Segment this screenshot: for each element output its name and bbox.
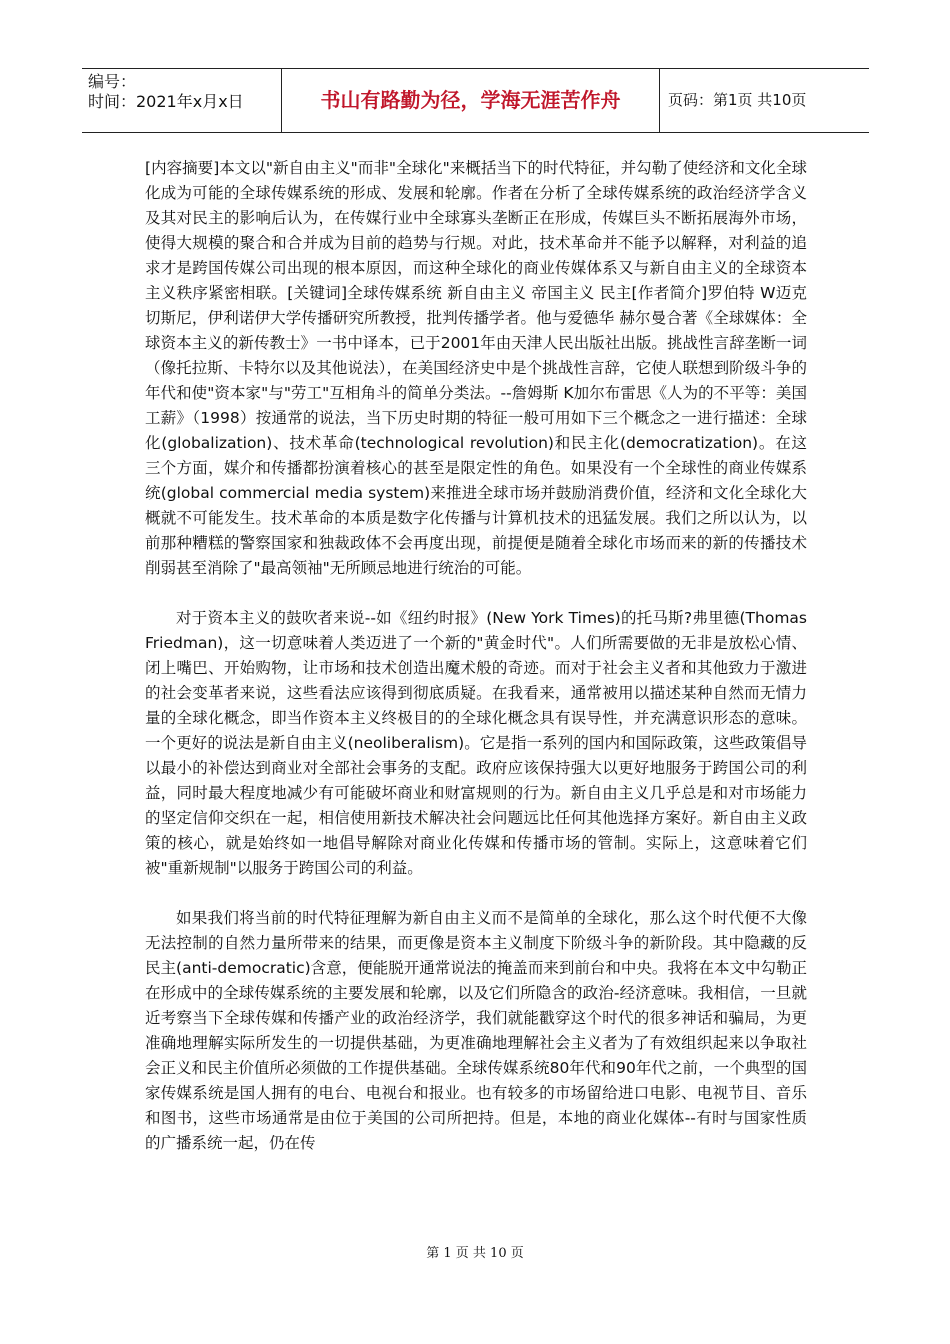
- body-paragraph: 对于资本主义的鼓吹者来说--如《纽约时报》(New York Times)的托马斯?弗里德(Thomas Friedman)，这一切意味着人类迈进了一个新的"黄金时代"。人们所需要做的无非是放松心情、闭上嘴巴、开始购物，让市场和技术创造出魔术般的奇迹。而对于社会主义者和其他致力于激进的社会变革者来说，这些看法应该得到彻底质疑。在我看来，通常被用以描述某种自然而无情力量的全球化概念，即当作资本主义终极目的的全球化概念具有误导性，并充满意识形态的意味。一个更好的说法是新自由主义(neoliberalism)。它是指一系列的国内和国际政策，这些政策倡导以最小的补偿达到商业对全部社会事务的支配。政府应该保持强大以更好地服务于跨国公司的利益，同时最大程度地减少有可能破坏商业和财富规则的行为。新自由主义几乎总是和对市场能力的坚定信仰交织在一起，相信使用新技术解决社会问题远比任何其他选择方案好。新自由主义政策的核心，就是始终如一地倡导解除对商业化传媒和传播市场的管制。实际上，这意味着它们被"重新规制"以服务于跨国公司的利益。: [145, 609, 807, 877]
- page-footer: 第 1 页 共 10 页: [426, 1246, 524, 1261]
- page-header: [82, 68, 869, 133]
- body-paragraph: 如果我们将当前的时代特征理解为新自由主义而不是简单的全球化，那么这个时代便不大像无法控制的自然力量所带来的结果，而更像是资本主义制度下阶级斗争的新阶段。其中隐藏的反民主(anti-democratic)含意，便能脱开通常说法的掩盖而来到前台和中央。我将在本文中勾勒正在形成中的全球传媒系统的主要发展和轮廓，以及它们所隐含的政治-经济意味。我相信，一旦就近考察当下全球传媒和传播产业的政治经济学，我们就能戳穿这个时代的很多神话和骗局，为更准确地理解实际所发生的一切提供基础，为更准确地理解社会主义者为了有效组织起来以争取社会正义和民主价值所必须做的工作提供基础。全球传媒系统80年代和90年代之前，一个典型的国家传媒系统是国人拥有的电台、电视台和报业。也有较多的市场留给进口电影、电视节目、音乐和图书，这些市场通常是由位于美国的公司所把持。但是，本地的商业化媒体--有时与国家性质的广播系统一起，仍在传: [145, 909, 807, 1152]
- document-body: [145, 156, 807, 1156]
- document-number-label: 编号：: [88, 72, 137, 91]
- header-page-info: 页码：第1页 共10页: [668, 91, 807, 109]
- body-paragraph: [内容摘要]本文以"新自由主义"而非"全球化"来概括当下的时代特征，并勾勒了使经济和文化全球化成为可能的全球传媒系统的形成、发展和轮廓。作者在分析了全球传媒系统的政治经济学含义及其对民主的影响后认为，在传媒行业中全球寡头垄断正在形成，传媒巨头不断拓展海外市场，使得大规模的聚合和合并成为目前的趋势与行规。对此，技术革命并不能予以解释，对利益的追求才是跨国传媒公司出现的根本原因，而这种全球化的商业传媒体系又与新自由主义的全球资本主义秩序紧密相联。[关键词]全球传媒系统 新自由主义 帝国主义 民主[作者简介]罗伯特 W迈克切斯尼，伊利诺伊大学传播研究所教授，批判传播学者。他与爱德华 赫尔曼合著《全球媒体：全球资本主义的新传教士》一书中译本，已于2001年由天津人民出版社出版。挑战性言辞垄断一词（像托拉斯、卡特尔以及其他说法），在美国经济史中是个挑战性言辞，它使人联想到阶级斗争的年代和使"资本家"与"劳工"互相角斗的简单分类法。--詹姆斯 K加尔布雷思《人为的不平等：美国工薪》（1998）按通常的说法，当下历史时期的特征一般可用如下三个概念之一进行描述：全球化(globalization)、技术革命(technological revolution)和民主化(democratization)。在这三个方面，媒介和传播都扮演着核心的甚至是限定性的角色。如果没有一个全球性的商业传媒系统(global commercial media system)来推进全球市场并鼓励消费价值，经济和文化全球化大概就不可能发生。技术革命的本质是数字化传播与计算机技术的迅猛发展。我们之所以认为，以前那种糟糕的警察国家和独裁政体不会再度出现，前提便是随着全球化市场而来的新的传播技术削弱甚至消除了"最高领袖"无所顾忌地进行统治的可能。: [145, 159, 807, 577]
- header-motto: 书山有路勤为径，学海无涯苦作舟: [282, 69, 660, 132]
- header-meta: [82, 69, 282, 132]
- document-date: 时间：2021年x月x日: [88, 92, 244, 111]
